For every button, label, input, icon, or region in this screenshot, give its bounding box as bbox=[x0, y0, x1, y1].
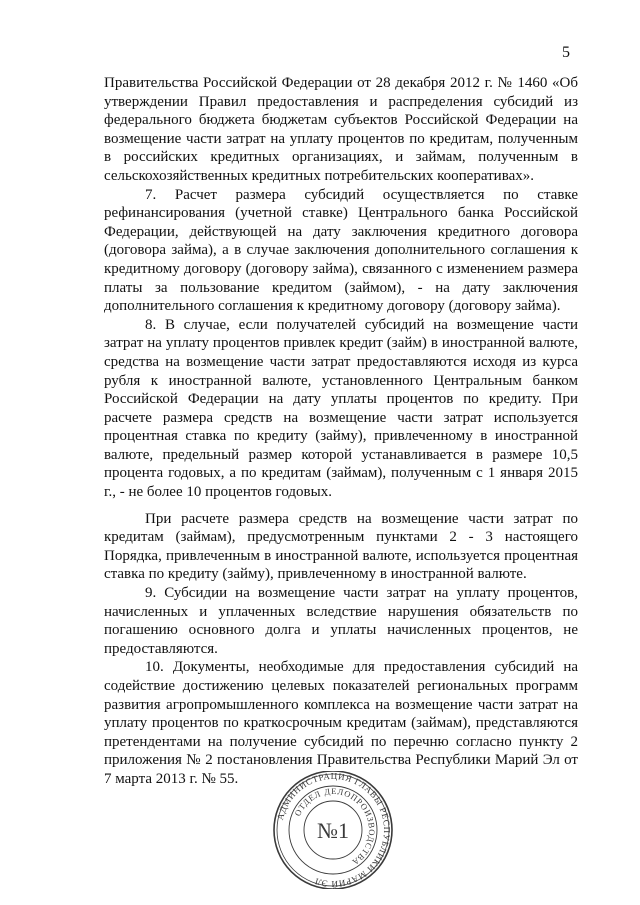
paragraph-continuation: Правительства Российской Федерации от 28 декабря 2012 г. № 1460 «Об утверждении Правил предоставления и распределения субсидий из федерального бюджета бюджетам субъектов Российской Федерации на возмещение части затрат на уплату процентов по кредитам, полученным в российских кредитных организациях, и займам, полученным в сельскохозяйственных кредитных потребительских кооперативах». bbox=[104, 75, 578, 184]
document-body bbox=[104, 74, 578, 789]
paragraph-8-continued: При расчете размера средств на возмещение части затрат по кредитам (займам), предусмотренным пунктами 2 - 3 настоящего Порядка, привлеченным в иностранной валюте, используется процентная ставка по кредиту (займу), привлеченному в иностранной валюте. bbox=[104, 510, 578, 583]
office-stamp bbox=[269, 771, 397, 889]
stamp-outer-text: АДМИНИСТРАЦИЯ ГЛАВЫ РЕСПУБЛИКИ МАРИЙ ЭЛ bbox=[275, 771, 393, 889]
stamp-seal bbox=[269, 771, 397, 889]
paragraph-10: 10. Документы, необходимые для предоставления субсидий на содействие достижению целевых показателей региональных программ развития агропромышленного комплекса на возмещение части затрат на уплату процентов по краткосрочным кредитам (займам), представляются претендентами на получение субсидий по перечню согласно пункту 2 приложения № 2 постановления Правительства Республики Марий Эл от 7 марта 2013 г. № 55. bbox=[104, 659, 578, 787]
paragraph-9: 9. Субсидии на возмещение части затрат на уплату процентов, начисленных и уплаченных вследствие нарушения обязательств по погашению основного долга и уплаты начисленных процентов, не предоставляются. bbox=[104, 585, 578, 657]
paragraph-8: 8. В случае, если получателей субсидий на возмещение части затрат на уплату процентов привлек кредит (займ) в иностранной валюте, средства на возмещение части затрат предоставляются исходя из курса рубля к иностранной валюте, установленного Центральным банком Российской Федерации на дату уплаты процентов по кредиту. При расчете размера средств на возмещение части затрат используется процентная ставка по кредиту (займу), привлеченному в иностранной валюте, предельный размер которой устанавливается в размере 10,5 процента годовых, а по кредитам (займам), полученным с 1 января 2015 г., - не более 10 процентов годовых. bbox=[104, 316, 578, 501]
stamp-inner-text: ОТДЕЛ ДЕЛОПРОИЗВОДСТВА bbox=[292, 785, 378, 868]
page-number: 5 bbox=[562, 44, 570, 61]
stamp-center-text: №1 bbox=[317, 818, 349, 843]
paragraph-7: 7. Расчет размера субсидий осуществляется по ставке рефинансирования (учетной ставке) Центрального банка Российской Федерации, действующей на дату заключения кредитного договора (договора займа), а в случае заключения дополнительного соглашения к кредитному договору (договору займа), связанного с изменением размера платы за пользование кредитом (займом), - на дату заключения дополнительного соглашения к кредитному договору (договору займа). bbox=[104, 186, 578, 315]
